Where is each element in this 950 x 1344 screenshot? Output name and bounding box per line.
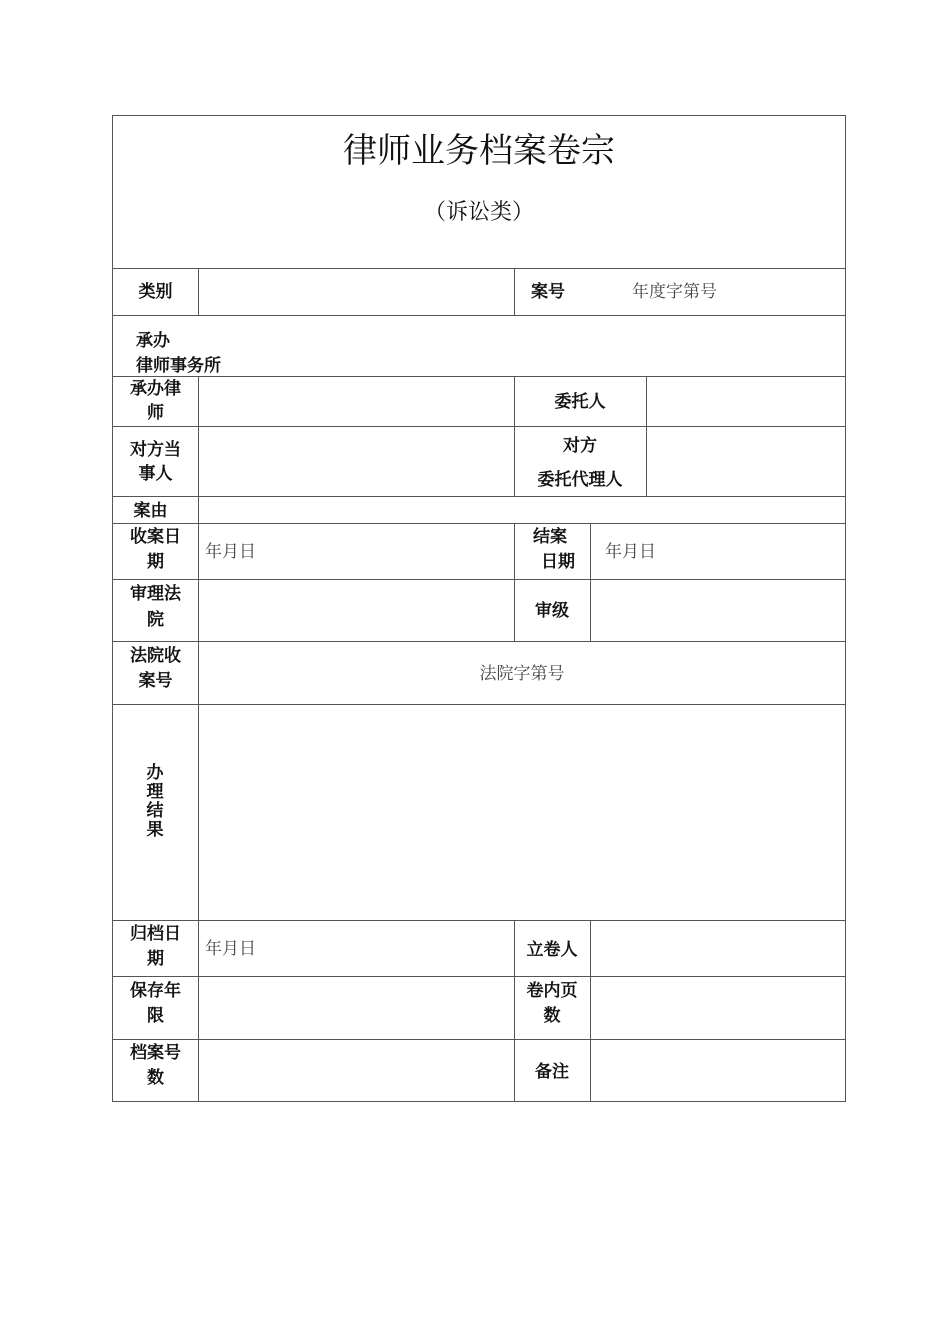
trial-court-label-line2: 院	[147, 610, 164, 630]
archive-form	[112, 115, 846, 1102]
row-divider	[113, 426, 845, 427]
closed-date-label-line1: 结案	[533, 527, 567, 547]
row-divider	[113, 496, 845, 497]
column-divider	[198, 376, 199, 1101]
court-case-no-value: 法院字第号	[479, 664, 565, 684]
archive-number-label-line1: 档案号	[130, 1043, 181, 1063]
column-divider	[646, 376, 647, 496]
row-divider	[113, 641, 845, 642]
column-divider	[590, 523, 591, 641]
archive-date-label-line2: 期	[147, 949, 164, 969]
page-subtitle: （诉讼类）	[423, 200, 534, 225]
column-divider	[198, 268, 199, 315]
handling-result-label: 办理结果	[146, 763, 164, 840]
row-divider	[113, 579, 845, 580]
archive-date-value: 年月日	[205, 939, 256, 959]
received-date-label-line1: 收案日	[130, 527, 181, 547]
opposing-agent-label-line2: 委托代理人	[537, 470, 623, 490]
received-date-value: 年月日	[205, 542, 256, 562]
row-divider	[113, 315, 845, 316]
row-divider	[113, 1039, 845, 1040]
remarks-label: 备注	[535, 1062, 569, 1082]
client-label: 委托人	[554, 392, 606, 412]
row-divider	[113, 268, 845, 269]
opposing-party-label-line1: 对方当	[130, 440, 181, 460]
received-date-label-line2: 期	[147, 552, 164, 572]
retention-period-label-line2: 限	[147, 1006, 164, 1026]
row-divider	[113, 976, 845, 977]
closed-date-value: 年月日	[605, 542, 656, 562]
filer-label: 立卷人	[526, 940, 578, 960]
court-case-no-label-line1: 法院收	[130, 646, 181, 666]
law-firm-label-line1: 承办	[136, 331, 170, 351]
law-firm-label-line2: 律师事务所	[136, 356, 221, 376]
case-number-label: 案号	[531, 282, 565, 302]
category-label: 类别	[138, 282, 173, 302]
row-divider	[113, 376, 845, 377]
page-title: 律师业务档案卷宗	[343, 131, 615, 171]
archive-date-label-line1: 归档日	[130, 924, 181, 944]
page-count-label-line1: 卷内页	[526, 981, 578, 1001]
retention-period-label-line1: 保存年	[130, 981, 181, 1001]
court-case-no-label-line2: 案号	[138, 671, 173, 691]
closed-date-label-line2: 日期	[541, 552, 575, 572]
column-divider	[514, 268, 515, 315]
lawyer-label-line2: 师	[147, 403, 164, 423]
opposing-agent-label-line1: 对方	[563, 436, 597, 456]
row-divider	[113, 920, 845, 921]
case-cause-label: 案由	[133, 501, 168, 521]
row-divider	[113, 523, 845, 524]
trial-court-label-line1: 审理法	[130, 584, 181, 604]
opposing-party-label-line2: 事人	[138, 464, 173, 484]
archive-number-label-line2: 数	[147, 1068, 164, 1088]
case-number-value: 年度字第号	[632, 282, 717, 302]
trial-level-label: 审级	[535, 601, 569, 621]
column-divider	[590, 920, 591, 1101]
row-divider	[113, 704, 845, 705]
page-count-label-line2: 数	[543, 1006, 561, 1026]
lawyer-label-line1: 承办律	[130, 379, 181, 399]
